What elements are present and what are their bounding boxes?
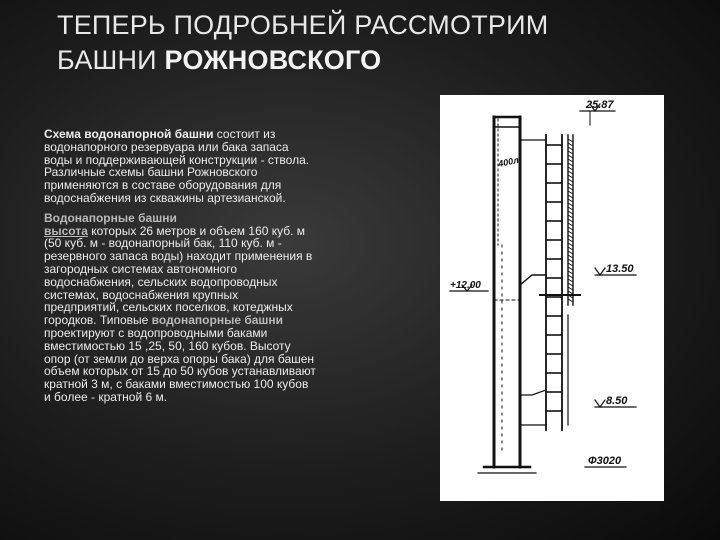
- cage-hatch-mark: [568, 143, 573, 146]
- cage-hatch-mark: [568, 195, 573, 198]
- paragraph-1: [44, 128, 316, 205]
- cage-hatch-mark: [568, 235, 573, 238]
- cage-hatch-mark: [568, 151, 573, 154]
- mid-level-mark: [595, 268, 605, 275]
- cage-hatch-mark: [568, 271, 573, 274]
- cage-hatch-mark: [568, 275, 573, 278]
- cage-hatch-mark: [568, 139, 573, 142]
- cage-hatch-mark: [568, 179, 573, 182]
- bracket-low: [520, 390, 546, 395]
- cage-hatch-mark: [568, 199, 573, 202]
- link-water-towers[interactable]: Водонапорные башни: [44, 210, 177, 225]
- title-line-1: ТЕПЕРЬ ПОДРОБНЕЙ РАССМОТРИМ: [57, 10, 549, 40]
- tower-diagram: [440, 95, 664, 501]
- cage-hatch-mark: [568, 187, 573, 190]
- body-text: [44, 128, 316, 411]
- cage-hatch-mark: [568, 207, 573, 210]
- cage-hatch-mark: [568, 239, 573, 242]
- cage-hatch-mark: [568, 251, 573, 254]
- title-bold: РОЖНОВСКОГО: [164, 45, 382, 75]
- cage-hatch-mark: [568, 255, 573, 258]
- label-mid-elevation: 13.50: [606, 263, 634, 275]
- label-left-elevation: +12.00: [450, 280, 481, 291]
- low-level-mark: [595, 400, 605, 407]
- cage-hatch-mark: [568, 247, 573, 250]
- cage-hatch-mark: [568, 203, 573, 206]
- cage-hatch-mark: [568, 155, 573, 158]
- paragraph-2-text-1: которых 26 метров и объем 160 куб. м (50 куб. м - водонапорный бак, 110 куб. м - резервного запаса воды) находит применения в загородных системах автономного водоснабжения, сельских водопроводных системах, водоснабжения крупных предприятий, сельских поселков, котеджных городков. Типовые: [44, 223, 313, 328]
- cage-hatch-mark: [568, 259, 573, 262]
- cage-hatch-mark: [568, 175, 573, 178]
- cage-hatching: [568, 139, 573, 302]
- link-water-towers-2[interactable]: водонапорные башни: [151, 313, 284, 328]
- title-plain: БАШНИ: [57, 45, 157, 75]
- cage-hatch-mark: [568, 171, 573, 174]
- cage-hatch-mark: [568, 283, 573, 286]
- cage-hatch-mark: [568, 147, 573, 150]
- cage-hatch-mark: [568, 183, 573, 186]
- cage-hatch-mark: [568, 215, 573, 218]
- cage-hatch-mark: [568, 163, 573, 166]
- cage-hatch-mark: [568, 263, 573, 266]
- label-tank: 400л: [497, 154, 520, 169]
- tower-diagram-svg: [440, 95, 664, 501]
- cage-hatch-mark: [568, 279, 573, 282]
- label-base-diameter: Ф3020: [588, 455, 622, 467]
- link-height[interactable]: высота: [44, 223, 88, 238]
- cage-hatch-mark: [568, 243, 573, 246]
- cage-hatch-mark: [568, 159, 573, 162]
- slide-title: [57, 8, 677, 78]
- cage-hatch-mark: [568, 211, 573, 214]
- bracket-mid: [520, 275, 546, 285]
- cage-hatch-mark: [568, 219, 573, 222]
- ladder-rungs: [546, 145, 562, 411]
- cage-hatch-mark: [568, 223, 573, 226]
- cage-hatch-mark: [568, 191, 573, 194]
- paragraph-1-text: состоит из водонапорного резервуара или бака запаса воды и поддерживающей конструкции - ствола. Различные схемы башни Рожновского применяются в составе оборудования для водоснабжения из скважины артезианской.: [44, 127, 310, 205]
- cage-hatch-mark: [568, 287, 573, 290]
- paragraph-2-text-2: проектируют с водопроводными баками вместимостью 15 ,25, 50, 160 кубов. Высоту опор (от земли до верха опоры бака) для башен объем которых от 15 до 50 кубов устанавливают кратной 3 м, с баками вместимостью 100 кубов и более - кратной 6 м.: [44, 325, 316, 404]
- label-top-elevation: 25.87: [586, 99, 614, 111]
- cage-hatch-mark: [568, 291, 573, 294]
- cage-hatch-mark: [568, 227, 573, 230]
- label-low-elevation: 8.50: [606, 395, 628, 407]
- paragraph-2: [44, 212, 316, 404]
- cage-hatch-mark: [568, 267, 573, 270]
- cage-hatch-mark: [568, 299, 573, 302]
- title-line-2: [57, 43, 677, 78]
- cage-hatch-mark: [568, 167, 573, 170]
- paragraph-1-lead: Схема водонапорной башни: [44, 127, 214, 141]
- cage-hatch-mark: [568, 231, 573, 234]
